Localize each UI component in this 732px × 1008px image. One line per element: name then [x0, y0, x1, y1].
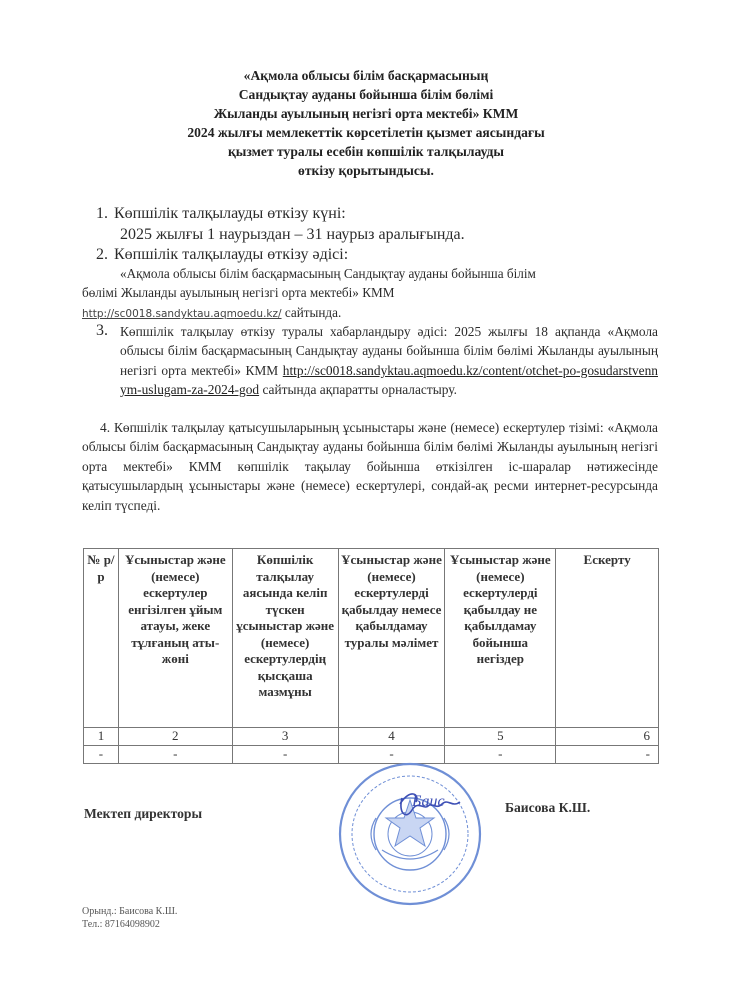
title-line: өткізу қорытындысы. — [298, 163, 434, 178]
table-cell: - — [232, 746, 338, 764]
table-cell: 6 — [556, 728, 659, 746]
official-round-seal-icon — [340, 764, 480, 904]
director-position: Мектеп директоры — [84, 806, 203, 821]
title-line: 2024 жылғы мемлекеттік көрсетілетін қызмет аясындағы — [187, 125, 545, 140]
item-label: Көпшілік талқылауды өткізу күні: — [114, 205, 346, 222]
phone-line: Тел.: 87164098902 — [82, 919, 160, 930]
table-header-row — [84, 549, 659, 728]
item-1-label — [82, 205, 346, 223]
school-website-link[interactable]: http://sc0018.sandyktau.aqmoedu.kz/ — [82, 308, 282, 320]
item-3-text — [120, 322, 658, 400]
official-seal-stamp — [332, 758, 504, 910]
executor-line: Орынд.: Баисова К.Ш. — [82, 906, 178, 917]
table-header-cell: № р/р — [84, 549, 119, 728]
item-1-value: 2025 жылғы 1 наурыздан – 31 наурыз аралығында. — [120, 226, 465, 243]
table-cell: 1 — [84, 728, 119, 746]
table-header-cell: Ұсыныстар және (немесе) ескертулерді қабылдау немесе қабылдамау туралы мәлімет — [338, 549, 445, 728]
table-row — [84, 728, 659, 746]
table-cell: - — [338, 746, 445, 764]
announcement-link[interactable]: http://sc0018.sandyktau.aqmoedu.kz/content/otchet-po-gosudarstvennym-uslugam-za-2024-god — [120, 362, 658, 398]
table-header-cell: Ескерту — [556, 549, 659, 728]
handwritten-signature: Баис — [412, 793, 445, 810]
link-suffix: сайтында ақпаратты орналастыру. — [259, 382, 457, 398]
document-title — [100, 66, 632, 180]
item-number: 2. — [96, 246, 108, 263]
table-cell: 2 — [118, 728, 232, 746]
item-3-body: Көпшілік талқылау өткізу туралы хабарландыру әдісі: 2025 жылғы 18 ақпанда «Ақмола облысы білім басқармасының Сандықтау ауданы бойынша білім бөлімі Жыланды ауылының негізгі орта мектебі» КММ — [120, 324, 658, 378]
item-number: 4. — [100, 420, 111, 435]
director-name: Баисова К.Ш. — [505, 800, 591, 815]
item-2-text-line-1: «Ақмола облысы білім басқармасының Сандықтау ауданы бойынша білім — [120, 266, 536, 281]
table-cell: - — [556, 746, 659, 764]
proposals-table — [83, 548, 659, 764]
item-2-label — [82, 246, 348, 264]
item-4-body: Көпшілік талқылау қатысушыларының ұсыныстары және (немесе) ескертулер тізімі: «Ақмола облысы білім басқармасының Сандықтау ауданы бойынша білім бөлімі Жыланды ауылының негізгі орта мектебі» КММ көпшілік тақылау бойынша өткізілген іс-шаралар нәтижесінде қатысушылардың ұсыныстары және (немесе) ескертулері, сондай-ақ ресми интернет-ресурсында келіп түспеді. — [82, 420, 658, 513]
title-line: Сандықтау ауданы бойынша білім бөлімі — [238, 87, 494, 102]
item-2-link-line — [82, 305, 341, 321]
table-cell: - — [84, 746, 119, 764]
table-cell: - — [445, 746, 556, 764]
item-number: 1. — [96, 205, 108, 222]
item-4-text — [82, 418, 658, 515]
table-cell: - — [118, 746, 232, 764]
document-footer — [82, 905, 177, 931]
item-label: Көпшілік талқылауды өткізу әдісі: — [114, 246, 349, 263]
item-number: 3. — [96, 322, 108, 339]
link-suffix: сайтында. — [281, 305, 342, 320]
table-cell: 3 — [232, 728, 338, 746]
table-cell: 5 — [445, 728, 556, 746]
title-line: «Ақмола облысы білім басқармасының — [243, 68, 489, 83]
table-header-cell: Көпшілік талқылау аясында келіп түскен ұсыныстар және (немесе) ескертулердің қысқаша мазмұны — [232, 549, 338, 728]
table-cell: 4 — [338, 728, 445, 746]
table-header-cell: Ұсыныстар және (немесе) ескертулерді қабылдау не қабылдамау бойынша негіздер — [445, 549, 556, 728]
title-line: қызмет туралы есебін көпшілік талқылауды — [227, 144, 505, 159]
item-4 — [82, 418, 658, 515]
title-line: Жыланды ауылының негізгі орта мектебі» КММ — [213, 106, 519, 121]
item-3 — [82, 322, 658, 400]
table-header-cell: Ұсыныстар және (немесе) ескертулер енгізілген ұйым атауы, жеке тұлғаның аты-жөні — [118, 549, 232, 728]
item-2-text-line-2: бөлімі Жыланды ауылының негізгі орта мектебі» КММ — [82, 285, 395, 300]
